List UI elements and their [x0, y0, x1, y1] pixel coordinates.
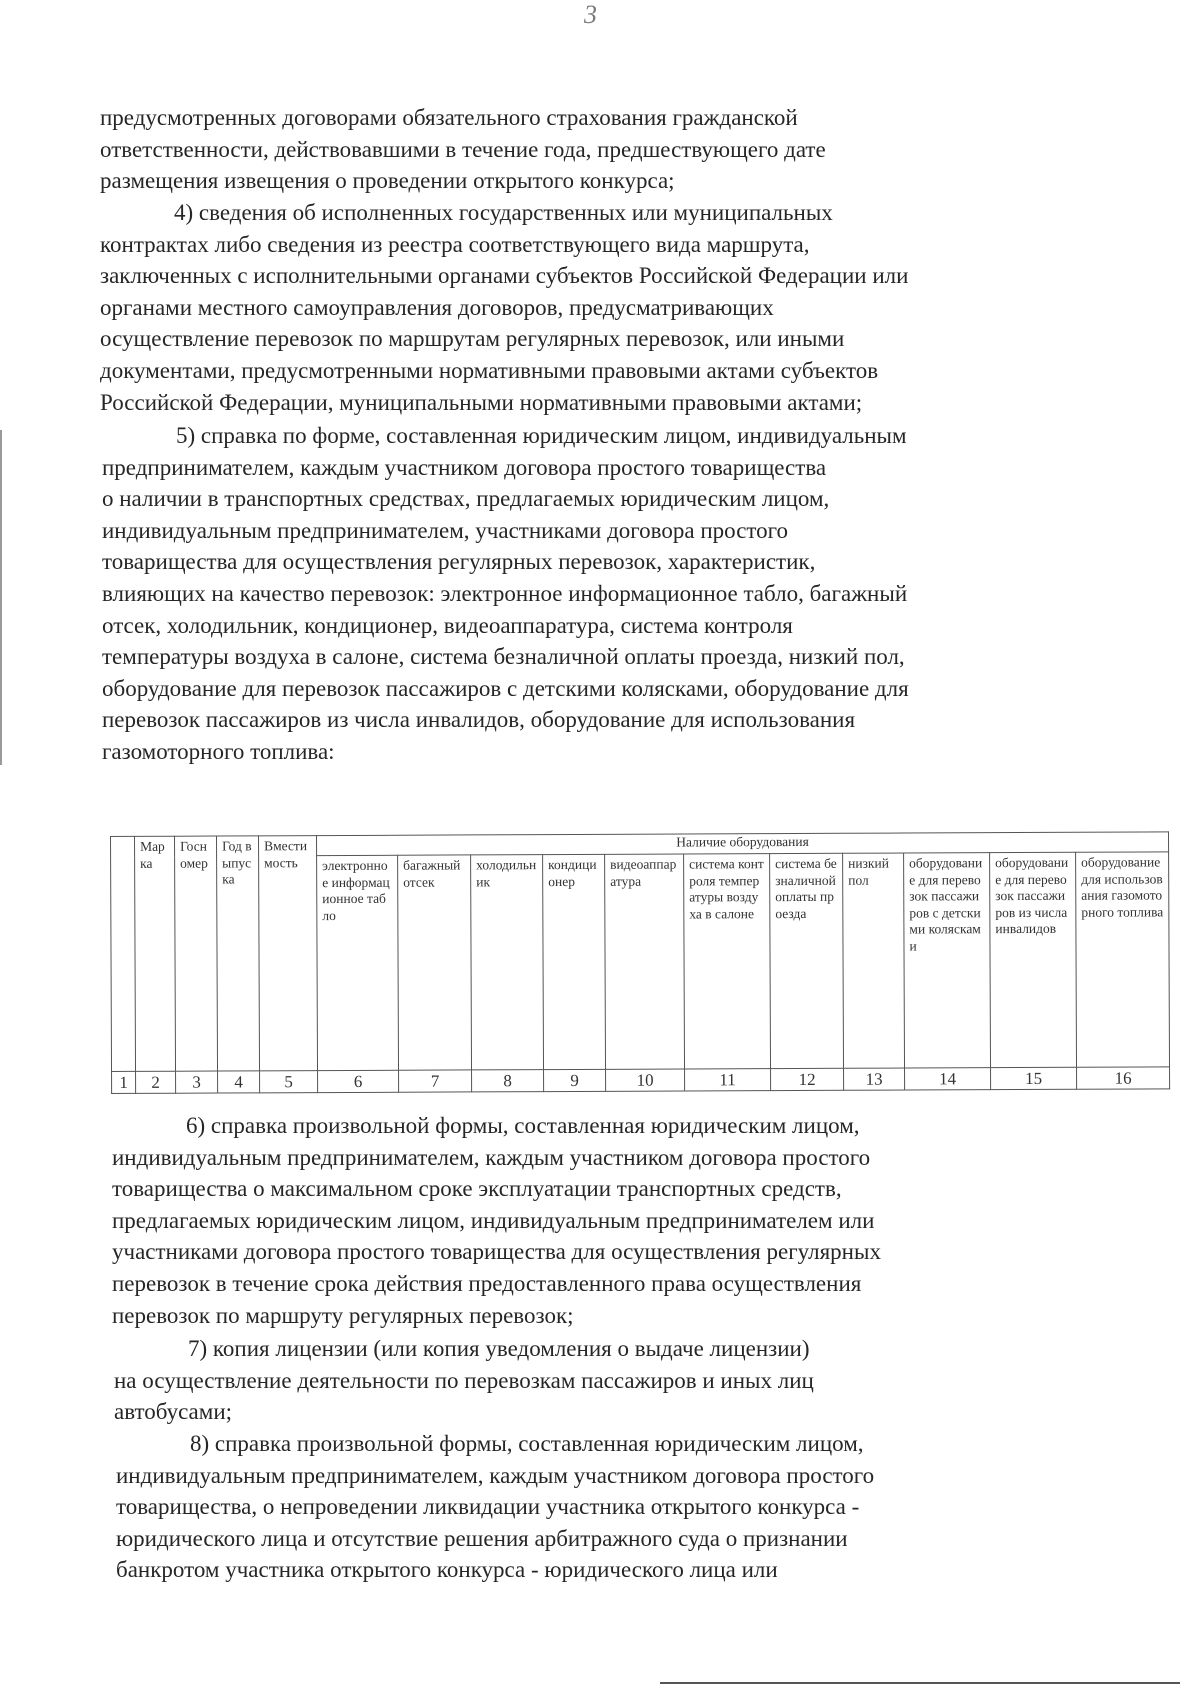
text-line: индивидуальным предпринимателем, участниками договора простого [102, 517, 789, 543]
text-line: оборудование для перевозок пассажиров с детскими колясками, оборудование для [102, 675, 909, 701]
column-number: 15 [991, 1067, 1077, 1089]
column-number: 3 [176, 1071, 218, 1093]
column-number: 2 [136, 1071, 176, 1093]
column-number: 8 [472, 1070, 544, 1092]
text-line: 8) справка произвольной формы, составленная юридическим лицом, [190, 1431, 864, 1456]
page-number: 3 [584, 0, 597, 29]
text-line: органами местного самоуправления договоров, предусматривающих [100, 294, 774, 320]
header-cell: электронное информационное табло [317, 855, 399, 1070]
scan-edge-mark [0, 430, 2, 765]
text-line: отсек, холодильник, кондиционер, видеоаппаратура, система контроля [102, 612, 793, 638]
equipment-table [110, 831, 1170, 1094]
text-line: индивидуальным предпринимателем, каждым участником договора простого [116, 1462, 875, 1488]
text-line: Российской Федерации, муниципальными нормативными правовыми актами; [100, 389, 863, 415]
bottom-rule [660, 1682, 1180, 1684]
paragraph-item-6 [112, 1110, 1114, 1331]
header-cell: Марка [135, 836, 176, 1071]
text-line: предпринимателем, каждым участником договора простого товарищества [102, 454, 827, 480]
text-line: перевозок по маршруту регулярных перевозок; [112, 1302, 574, 1328]
column-number: 10 [606, 1069, 685, 1091]
column-number: 4 [218, 1071, 260, 1093]
text-line: 7) копия лицензии (или копия уведомления о выдаче лицензии) [188, 1336, 810, 1361]
text-line: индивидуальным предпринимателем, каждым участником договора простого [112, 1144, 871, 1170]
header-cell: Год выпуска [217, 836, 260, 1071]
text-line: контрактах либо сведения из реестра соответствующего вида маршрута, [100, 231, 810, 257]
column-number: 5 [260, 1071, 318, 1093]
text-line: на осуществление деятельности по перевозкам пассажиров и иных лиц [114, 1367, 814, 1393]
text-line: автобусами; [114, 1399, 233, 1425]
header-cell: оборудование для перевозок пассажиров с детскими колясками [904, 853, 991, 1068]
text-line: банкротом участника открытого конкурса - юридического лица или [116, 1557, 778, 1583]
text-line: 4) сведения об исполненных государственных или муниципальных [174, 200, 833, 225]
text-line: документами, предусмотренными нормативными правовыми актами субъектов [100, 357, 879, 383]
header-cell: видеоаппаратура [605, 854, 685, 1069]
text-line: 5) справка по форме, составленная юридическим лицом, индивидуальным [176, 423, 907, 448]
group-header: Наличие оборудования [317, 832, 1169, 856]
header-cell: Госномер [175, 836, 218, 1071]
text-line: влияющих на качество перевозок: электронное информационное табло, багажный [102, 580, 908, 606]
text-line: заключенных с исполнительными органами субъектов Российской Федерации или [100, 263, 909, 289]
text-line: юридического лица и отсутствие решения арбитражного суда о признании [116, 1525, 848, 1551]
text-line: товарищества для осуществления регулярных перевозок, характеристик, [102, 549, 816, 575]
header-cell: Вместимость [259, 836, 318, 1071]
column-number: 9 [544, 1069, 606, 1091]
header-cell: оборудование для использования газомоторного топлива [1076, 852, 1170, 1067]
text-line: 6) справка произвольной формы, составленная юридическим лицом, [186, 1113, 860, 1138]
header-cell: система контроля температуры воздуха в салоне [684, 854, 771, 1069]
text-line: предусмотренных договорами обязательного страхования гражданской [100, 105, 798, 130]
text-line: предлагаемых юридическим лицом, индивидуальным предпринимателем или [112, 1207, 875, 1233]
text-line: перевозок в течение срока действия предоставленного права осуществления [112, 1270, 862, 1296]
text-line: перевозок пассажиров из числа инвалидов, оборудование для использования [102, 707, 856, 733]
header-cell: низкий пол [843, 853, 905, 1068]
column-number: 16 [1077, 1067, 1170, 1089]
column-number: 7 [399, 1070, 472, 1092]
header-cell: оборудование для перевозок пассажиров из числа инвалидов [990, 852, 1077, 1067]
text-line: о наличии в транспортных средствах, предлагаемых юридическим лицом, [102, 486, 830, 512]
header-cell: багажный отсек [398, 855, 472, 1070]
header-cell: система безналичной оплаты проезда [770, 853, 844, 1068]
text-line: осуществление перевозок по маршрутам регулярных перевозок, или иными [100, 326, 845, 352]
column-number: 6 [318, 1070, 399, 1092]
column-number: 11 [685, 1069, 771, 1091]
text-line: ответственности, действовавшими в течение года, предшествующего дате [100, 136, 826, 162]
paragraph-item-8 [116, 1428, 1116, 1586]
header-cell: холодильник [471, 855, 544, 1070]
text-line: размещения извещения о проведении открытого конкурса; [100, 168, 675, 194]
paragraph-item-5 [102, 420, 1110, 768]
paragraph-item-4 [100, 197, 1106, 418]
header-cell [111, 836, 136, 1071]
column-number: 1 [112, 1071, 136, 1093]
paragraph-item-7 [114, 1333, 1114, 1428]
text-line: товарищества, о непроведении ликвидации участника открытого конкурса - [116, 1494, 860, 1520]
paragraph-intro [100, 102, 1106, 197]
column-number: 14 [905, 1068, 991, 1090]
column-number: 12 [771, 1068, 844, 1090]
text-line: товарищества о максимальном сроке эксплуатации транспортных средств, [112, 1176, 842, 1202]
header-cell: кондиционер [543, 854, 606, 1069]
text-line: газомоторного топлива: [102, 738, 335, 764]
column-number: 13 [844, 1068, 905, 1090]
text-line: участниками договора простого товарищества для осуществления регулярных [112, 1239, 881, 1265]
text-line: температуры воздуха в салоне, система безналичной оплаты проезда, низкий пол, [102, 644, 905, 670]
